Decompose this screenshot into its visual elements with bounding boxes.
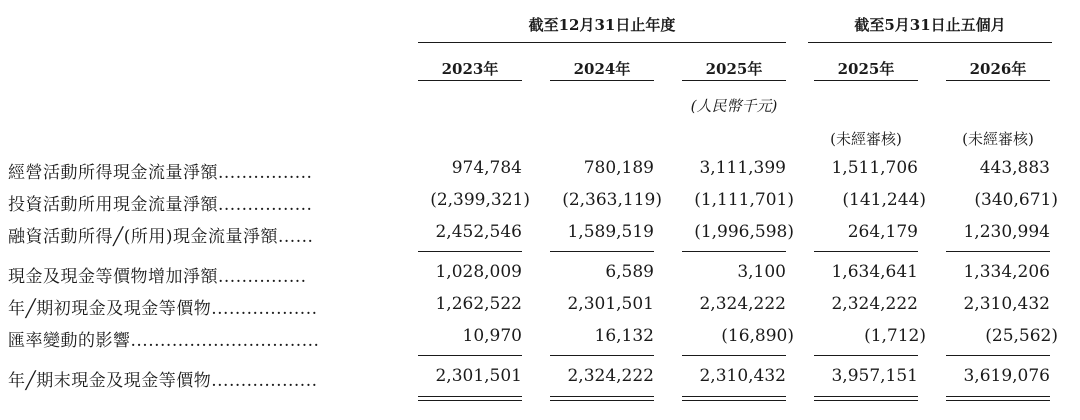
- double-underline-2023: [418, 396, 522, 401]
- row-label-fx-effect: 匯率變動的影響................................: [8, 331, 320, 351]
- subtotal-rule-2025: [682, 251, 786, 252]
- cell-closing-cash-2026-5m: 3,619,076: [963, 366, 1050, 386]
- year-header-2025: 2025年: [705, 60, 763, 78]
- cell-operating-2025: 3,111,399: [699, 158, 786, 178]
- year-header-2023: 2023年: [441, 60, 499, 78]
- cell-opening-cash-2024: 2,301,501: [567, 294, 654, 314]
- double-underline-2025: [682, 396, 786, 401]
- cell-operating-2023: 974,784: [451, 158, 522, 178]
- cell-closing-cash-2023: 2,301,501: [435, 366, 522, 386]
- cell-financing-2023: 2,452,546: [435, 222, 522, 242]
- year-rule-2026-5m: [946, 80, 1050, 81]
- total-rule-2025-5m: [814, 355, 918, 356]
- cell-investing-2023: (2,399,321): [430, 190, 530, 210]
- unit-note: (人民幣千元): [690, 97, 778, 115]
- year-header-2024: 2024年: [573, 60, 631, 78]
- double-underline-2025-5m: [814, 396, 918, 401]
- group-header-year-ended: 截至12月31日止年度: [528, 16, 676, 34]
- cell-closing-cash-2025: 2,310,432: [699, 366, 786, 386]
- cell-fx-effect-2025: (16,890): [721, 326, 794, 346]
- cell-fx-effect-2023: 10,970: [462, 326, 522, 346]
- year-header-2025-5m: 2025年: [837, 60, 895, 78]
- cell-fx-effect-2024: 16,132: [594, 326, 654, 346]
- cell-fx-effect-2026-5m: (25,562): [985, 326, 1058, 346]
- cell-investing-2025: (1,111,701): [694, 190, 794, 210]
- cell-net-increase-2023: 1,028,009: [435, 262, 522, 282]
- cell-opening-cash-2023: 1,262,522: [435, 294, 522, 314]
- total-rule-2025: [682, 355, 786, 356]
- cell-operating-2024: 780,189: [583, 158, 654, 178]
- cell-closing-cash-2025-5m: 3,957,151: [831, 366, 918, 386]
- row-label-closing-cash: 年╱期末現金及現金等價物..................: [8, 371, 318, 391]
- cell-opening-cash-2025-5m: 2,324,222: [831, 294, 918, 314]
- subtotal-rule-2023: [418, 251, 522, 252]
- year-rule-2025-5m: [814, 80, 918, 81]
- row-label-investing: 投資活動所用現金流量淨額................: [8, 195, 313, 215]
- cell-investing-2024: (2,363,119): [562, 190, 662, 210]
- cell-investing-2025-5m: (141,244): [842, 190, 926, 210]
- double-underline-2026-5m: [946, 396, 1050, 401]
- subtotal-rule-2025-5m: [814, 251, 918, 252]
- group-header-five-months: 截至5月31日止五個月: [854, 16, 1006, 34]
- double-underline-2024: [550, 396, 654, 401]
- year-rule-2023: [418, 80, 522, 81]
- cell-opening-cash-2026-5m: 2,310,432: [963, 294, 1050, 314]
- cell-financing-2025-5m: 264,179: [847, 222, 918, 242]
- group-rule-five-months: [808, 42, 1052, 43]
- cell-net-increase-2025-5m: 1,634,641: [831, 262, 918, 282]
- subtotal-rule-2026-5m: [946, 251, 1050, 252]
- unaudited-note-2025: (未經審核): [830, 130, 902, 148]
- cell-financing-2024: 1,589,519: [567, 222, 654, 242]
- unaudited-note-2026: (未經審核): [962, 130, 1034, 148]
- cell-net-increase-2026-5m: 1,334,206: [963, 262, 1050, 282]
- row-label-operating: 經營活動所得現金流量淨額................: [8, 163, 313, 183]
- year-rule-2024: [550, 80, 654, 81]
- cell-closing-cash-2024: 2,324,222: [567, 366, 654, 386]
- year-header-2026-5m: 2026年: [969, 60, 1027, 78]
- cell-investing-2026-5m: (340,671): [974, 190, 1058, 210]
- cell-fx-effect-2025-5m: (1,712): [864, 326, 926, 346]
- cell-opening-cash-2025: 2,324,222: [699, 294, 786, 314]
- cell-net-increase-2025: 3,100: [737, 262, 786, 282]
- total-rule-2023: [418, 355, 522, 356]
- subtotal-rule-2024: [550, 251, 654, 252]
- row-label-financing: 融資活動所得╱(所用)現金流量淨額......: [8, 227, 314, 247]
- total-rule-2026-5m: [946, 355, 1050, 356]
- row-label-opening-cash: 年╱期初現金及現金等價物..................: [8, 299, 318, 319]
- group-rule-year-ended: [418, 42, 786, 43]
- cell-operating-2026-5m: 443,883: [979, 158, 1050, 178]
- cell-net-increase-2024: 6,589: [605, 262, 654, 282]
- cell-operating-2025-5m: 1,511,706: [831, 158, 918, 178]
- total-rule-2024: [550, 355, 654, 356]
- row-label-net-increase: 現金及現金等價物增加淨額...............: [8, 267, 307, 287]
- year-rule-2025: [682, 80, 786, 81]
- cell-financing-2026-5m: 1,230,994: [963, 222, 1050, 242]
- cell-financing-2025: (1,996,598): [694, 222, 794, 242]
